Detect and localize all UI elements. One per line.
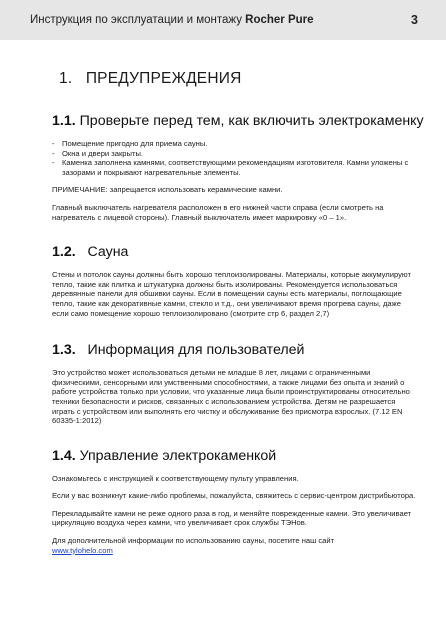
heading-1-4-number: 1.4. <box>52 447 76 464</box>
section-heading-warnings: 1. ПРЕДУПРЕЖДЕНИЯ <box>59 70 242 87</box>
website-link[interactable]: www.tylohelo.com <box>52 545 113 555</box>
heading-1-1-title: Проверьте перед тем, как включить электрокаменку <box>75 113 424 129</box>
website-text: Для дополнительной информации по использованию сауны, посетите наш сайт <box>52 536 335 546</box>
product-name: Rocher Pure <box>245 14 314 26</box>
list-item: - Каменка заполнена камнями, соответствующими рекомендациям изготовителя. Камни уложены с зазорами и покрывают нагревательные элементы. <box>52 158 418 177</box>
note-ceramic-stones: ПРИМЕЧАНИЕ: запрещается использовать керамические камни. <box>52 185 283 195</box>
manual-title: Инструкция по эксплуатации и монтажу <box>30 14 242 26</box>
list-item: - Окна и двери закрыты. <box>52 149 418 159</box>
heading-1-4 <box>52 448 418 464</box>
checklist <box>52 139 418 177</box>
stones-paragraph: Перекладывайте камни не реже одного раза в год, и меняйте поврежденные камни. Это увеличивает циркуляцию воздуха через камни, что увеличивает срок службы ТЭНов. <box>52 508 412 528</box>
heading-1-4-title: Управление электрокаменкой <box>75 447 277 464</box>
user-info-paragraph: Это устройство может использоваться детьми не младше 8 лет, лицами с ограниченными физическими, сенсорными или умственными способностями, а также лицами без опыта и знаний о работе устройства только при условии, что указанные лица были проинструктированы относительно техники безопасности и рисков, связанных с использованием устройства. Детям не разрешается играть с устройством или выполнять его чистку и обслуживание без присмотра взрослых. (7.12 EN 60335-1:2012) <box>52 368 410 426</box>
heading-1-1-number: 1.1. <box>52 113 76 129</box>
heading-1-1 <box>52 113 424 129</box>
heading-1-3-title: Информация для пользователей <box>75 342 305 359</box>
heading-1-2-title: Сауна <box>75 244 129 261</box>
heading-1-3 <box>52 342 418 358</box>
heading-1-3-number: 1.3. <box>52 342 76 359</box>
main-switch-paragraph: Главный выключатель нагревателя расположен в его нижней части справа (если смотреть на нагреватель с лицевой стороны). Главный выключатель имеет маркировку «0 – 1». <box>52 202 384 222</box>
heading-1-2 <box>52 244 418 260</box>
page-number: 3 <box>411 13 418 27</box>
sauna-paragraph: Стены и потолок сауны должны быть хорошо теплоизолированы. Материалы, которые аккумулируют тепло, такие как плитка и штукатурка должны быть изолированы. Рекомендуется использоваться деревянные панели для обшивки сауны. Если в помещении сауны есть материалы, поглощающие тепло, такие как декоративные камни, стекло и т.д., они увеличивают время прогрева сауны, даже если само помещение хорошо теплоизолировано (смотрите стр 6, раздел 2,7) <box>52 270 411 318</box>
header-title <box>30 14 314 26</box>
service-center-paragraph: Если у вас возникнут какие-либо проблемы, пожалуйста, свяжитесь с сервис-центром дистрибьютора. <box>52 491 416 501</box>
page-header <box>0 0 446 40</box>
control-panel-paragraph: Ознакомьтесь с инструкцией к соответствующему пульту управления. <box>52 473 299 483</box>
website-paragraph <box>52 536 418 555</box>
heading-1-2-number: 1.2. <box>52 244 76 261</box>
list-item: - Помещение пригодно для приема сауны. <box>52 139 418 149</box>
document-body <box>52 70 424 555</box>
